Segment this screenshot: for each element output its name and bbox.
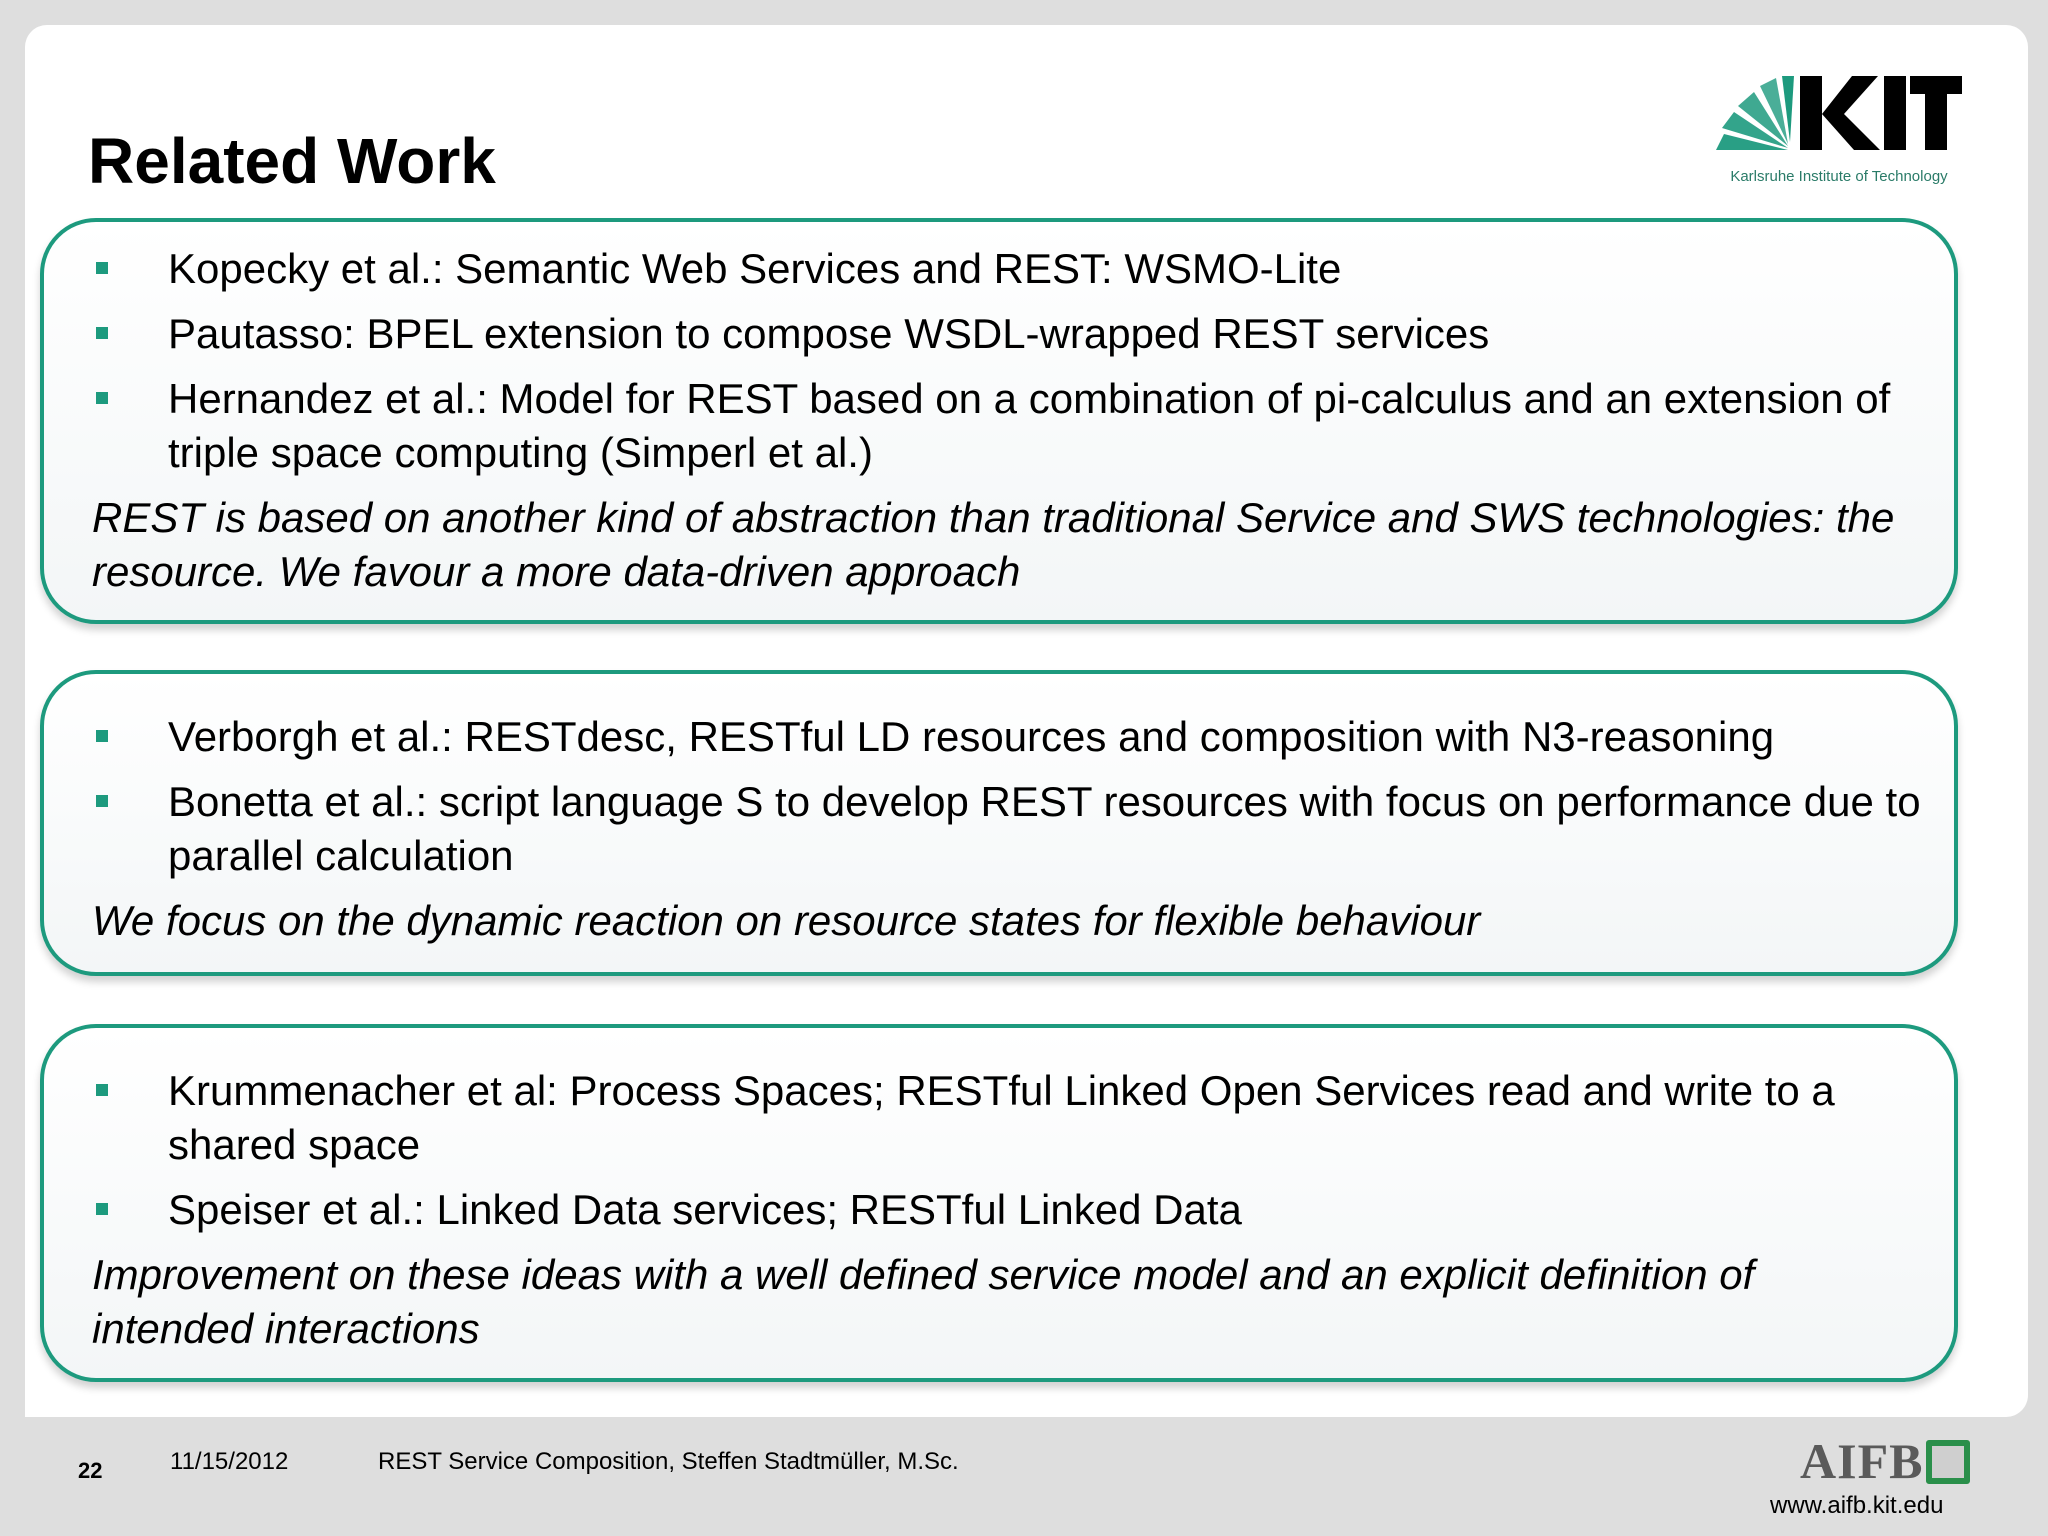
footer-url: www.aifb.kit.edu: [1770, 1492, 1944, 1519]
footer-title: REST Service Composition, Steffen Stadtmüller, M.Sc.: [378, 1448, 959, 1475]
list-item: [92, 372, 1924, 480]
square-bullet-icon: [96, 730, 108, 742]
square-bullet-icon: [96, 327, 108, 339]
box-1-conclusion: REST is based on another kind of abstraction than traditional Service and SWS technologies: the resource. We favour a more data-driven approach: [92, 494, 1895, 595]
box-2-content: [92, 710, 1924, 948]
square-bullet-icon: [96, 1084, 108, 1096]
slide-title: Related Work: [88, 125, 496, 197]
square-bullet-icon: [96, 795, 108, 807]
square-bullet-icon: [96, 1203, 108, 1215]
list-item: [92, 1183, 1924, 1237]
related-work-box-3: [40, 1024, 1958, 1382]
aifb-logo: [1800, 1434, 1970, 1488]
list-item: [92, 710, 1924, 764]
list-item: [92, 1064, 1924, 1172]
kit-logo-mark: [1716, 72, 1962, 164]
list-item-text: Kopecky et al.: Semantic Web Services and REST: WSMO-Lite: [168, 245, 1342, 292]
kit-logo-subtitle: Karlsruhe Institute of Technology: [1730, 168, 1948, 185]
list-item-text: Verborgh et al.: RESTdesc, RESTful LD resources and composition with N3-reasoning: [168, 713, 1775, 760]
related-work-box-2: [40, 670, 1958, 976]
square-bullet-icon: [96, 262, 108, 274]
related-work-box-1: [40, 218, 1958, 624]
box-1-content: [92, 242, 1924, 599]
list-item-text: Pautasso: BPEL extension to compose WSDL-wrapped REST services: [168, 310, 1490, 357]
list-item: [92, 307, 1924, 361]
box-3-content: [92, 1064, 1924, 1356]
list-item: [92, 775, 1924, 883]
list-item-text: Krummenacher et al: Process Spaces; RESTful Linked Open Services read and write to a shared space: [168, 1067, 1835, 1168]
aifb-logo-text: AIFB: [1800, 1433, 1924, 1489]
list-item-text: Hernandez et al.: Model for REST based on a combination of pi-calculus and an extension of triple space computing (Simperl et al.): [168, 375, 1891, 476]
box-3-conclusion: Improvement on these ideas with a well defined service model and an explicit definition of intended interactions: [92, 1251, 1755, 1352]
page-number: 22: [78, 1458, 103, 1483]
square-bullet-icon: [96, 392, 108, 404]
aifb-square-icon: [1926, 1440, 1970, 1484]
kit-logo: [1716, 72, 1962, 192]
list-item: [92, 242, 1924, 296]
box-2-conclusion: We focus on the dynamic reaction on resource states for flexible behaviour: [92, 897, 1481, 944]
footer-date: 11/15/2012: [170, 1448, 289, 1475]
list-item-text: Speiser et al.: Linked Data services; RESTful Linked Data: [168, 1186, 1242, 1233]
list-item-text: Bonetta et al.: script language S to develop REST resources with focus on performance due to parallel calculation: [168, 778, 1921, 879]
